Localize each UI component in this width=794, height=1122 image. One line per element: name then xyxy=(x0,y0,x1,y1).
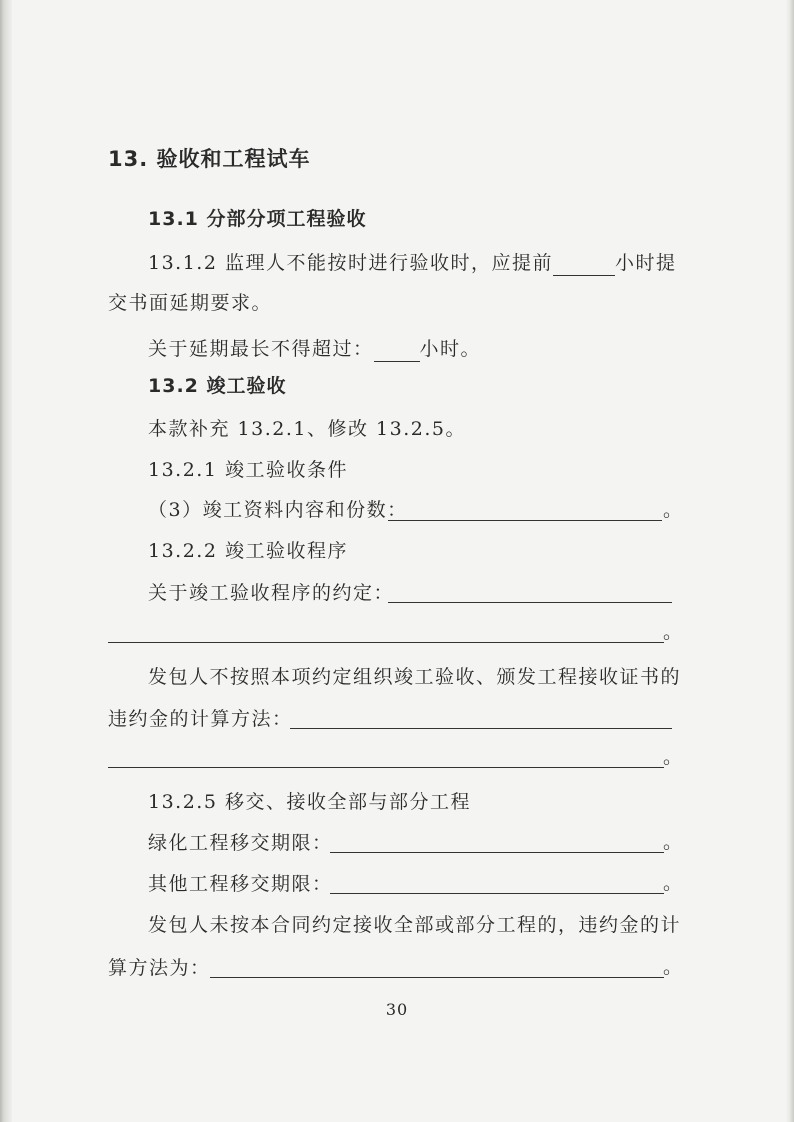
other-handover-label: 其他工程移交期限： xyxy=(148,873,333,895)
employer-fail-line2: 违约金的计算方法： xyxy=(108,708,293,730)
employer-accept-blank[interactable] xyxy=(210,977,664,978)
employer-fail-blank-1[interactable] xyxy=(290,728,672,729)
page-number: 30 xyxy=(385,1000,409,1019)
scan-edge-right xyxy=(786,0,794,1122)
greening-handover-label: 绿化工程移交期限： xyxy=(148,832,333,854)
clause-13-2-5-heading: 13.2.5 移交、接收全部与部分工程 xyxy=(148,791,471,813)
employer-fail-line1: 发包人不按照本项约定组织竣工验收、颁发工程接收证书的 xyxy=(148,666,682,688)
procedure-agreement-label: 关于竣工验收程序的约定： xyxy=(148,582,395,604)
clause-13-2-1-3-label: （3）竣工资料内容和份数： xyxy=(148,499,408,521)
delay-max-unit: 小时。 xyxy=(419,338,482,360)
delay-max-line xyxy=(148,336,481,362)
subsection-heading-13-2: 13.2 竣工验收 xyxy=(148,375,287,397)
clause-13-1-2-text: 13.1.2 监理人不能按时进行验收时，应提前 xyxy=(148,252,553,274)
clause-13-2-note: 本款补充 13.2.1、修改 13.2.5。 xyxy=(148,418,466,440)
greening-handover-blank[interactable] xyxy=(330,852,664,853)
employer-accept-line1: 发包人未按本合同约定接收全部或部分工程的，违约金的计 xyxy=(148,914,682,936)
clause-13-2-2-heading: 13.2.2 竣工验收程序 xyxy=(148,540,348,562)
period-mark: 。 xyxy=(663,831,684,853)
employer-fail-blank-2[interactable] xyxy=(108,767,664,768)
advance-hours-blank[interactable] xyxy=(553,255,615,276)
procedure-agreement-blank-1[interactable] xyxy=(388,602,672,603)
clause-13-1-2-tail: 小时提 xyxy=(614,252,677,274)
clause-13-2-1-heading: 13.2.1 竣工验收条件 xyxy=(148,459,348,481)
delay-max-hours-blank[interactable] xyxy=(374,341,420,362)
period-mark: 。 xyxy=(663,956,684,978)
subsection-heading-13-1: 13.1 分部分项工程验收 xyxy=(148,208,367,230)
section-heading: 13. 验收和工程试车 xyxy=(108,147,311,171)
period-mark: 。 xyxy=(663,746,684,768)
other-handover-blank[interactable] xyxy=(330,893,664,894)
employer-accept-line2: 算方法为： xyxy=(108,957,211,979)
period-mark: 。 xyxy=(663,872,684,894)
period-mark: 。 xyxy=(663,621,684,643)
procedure-agreement-blank-2[interactable] xyxy=(108,642,664,643)
clause-13-1-2-line1 xyxy=(148,250,677,276)
completion-docs-blank[interactable] xyxy=(388,520,662,521)
scan-edge-left xyxy=(0,0,12,1122)
clause-13-1-2-line2: 交书面延期要求。 xyxy=(108,292,273,314)
period-mark: 。 xyxy=(663,499,684,521)
delay-max-label: 关于延期最长不得超过： xyxy=(148,338,374,360)
